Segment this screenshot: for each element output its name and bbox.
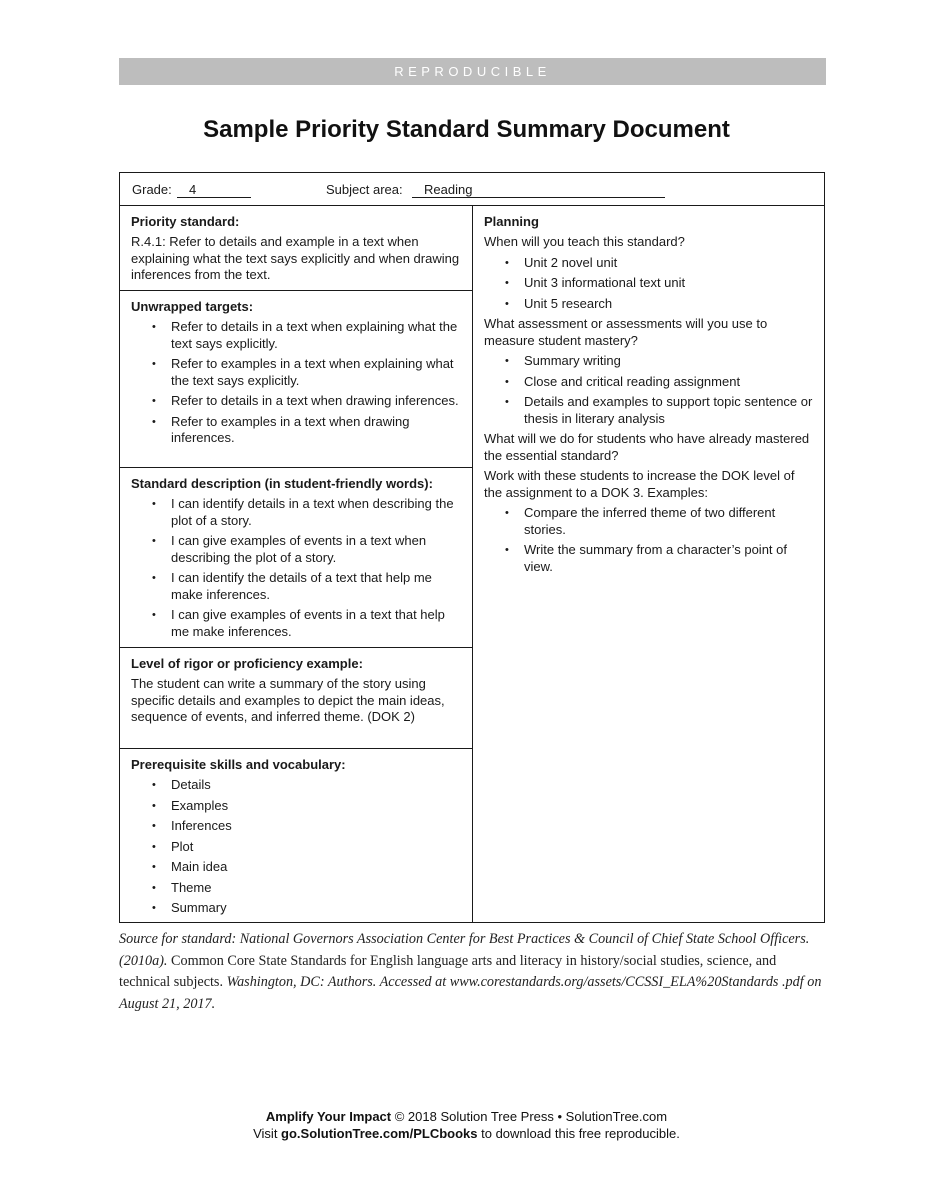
list-item: • Unit 3 informational text unit — [484, 275, 814, 292]
list-item: • I can give examples of events in a text that help me make inferences. — [131, 607, 462, 640]
rigor-heading: Level of rigor or proficiency example: — [131, 656, 363, 671]
priority-standard-section — [120, 206, 472, 291]
list-item: • Theme — [131, 880, 462, 897]
list-item: • Unit 2 novel unit — [484, 255, 814, 272]
standard-description-section — [120, 468, 472, 648]
source-citation-part3: Washington, DC: Authors. Accessed at www.corestandards.org/assets/CCSSI_ELA%20Standards .pdf on August 21, 2017. — [119, 974, 822, 1012]
footer-copyright: © 2018 Solution Tree Press • SolutionTree.com — [391, 1109, 668, 1124]
unwrapped-targets-heading: Unwrapped targets: — [131, 299, 254, 314]
list-item: • Details and examples to support topic sentence or thesis in literary analysis — [484, 394, 814, 427]
source-citation — [119, 929, 829, 1015]
planning-question-assessment: What assessment or assessments will you use to measure student mastery? — [484, 316, 768, 348]
list-item: • Inferences — [131, 818, 462, 835]
list-item: • Main idea — [131, 859, 462, 876]
planning-when-list — [484, 255, 814, 313]
planning-question-mastered: What will we do for students who have already mastered the essential standard? — [484, 431, 810, 463]
summary-table — [119, 172, 825, 923]
planning-extension-text: Work with these students to increase the DOK level of the assignment to a DOK 3. Examples: — [484, 468, 795, 500]
rigor-section — [120, 648, 472, 749]
footer-visit: Visit — [253, 1126, 282, 1141]
standard-description-list — [131, 496, 462, 640]
unwrapped-targets-section — [120, 291, 472, 468]
planning-assessment-list — [484, 353, 814, 427]
grade-label: Grade: — [132, 182, 172, 197]
reproducible-banner: REPRODUCIBLE — [119, 58, 826, 85]
list-item: • Refer to details in a text when drawing inferences. — [131, 393, 462, 410]
priority-standard-heading: Priority standard: — [131, 214, 240, 229]
rigor-text: The student can write a summary of the story using specific details and examples to depict the main ideas, sequence of events, and inferred theme. (DOK 2) — [131, 676, 445, 724]
list-item: • Summary — [131, 900, 462, 917]
planning-heading: Planning — [484, 214, 539, 229]
footer-url-link[interactable]: go.SolutionTree.com/PLCbooks — [281, 1126, 478, 1141]
list-item: • I can identify the details of a text that help me make inferences. — [131, 570, 462, 603]
list-item: • Refer to details in a text when explaining what the text says explicitly. — [131, 319, 462, 352]
planning-extension-list — [484, 505, 814, 575]
subject-label: Subject area: — [326, 182, 403, 197]
unwrapped-targets-list — [131, 319, 462, 447]
source-citation-part1: Source for standard: National Governors Association Center for Best Practices & Council of Chief State School Officers. (2010a). — [119, 931, 810, 969]
page-title: Sample Priority Standard Summary Document — [203, 116, 730, 143]
priority-standard-text: R.4.1: Refer to details and example in a text when explaining what the text says explicitly and when drawing inferences from the text. — [131, 234, 460, 282]
footer-line-2 — [0, 1125, 933, 1142]
prerequisites-list — [131, 777, 462, 917]
prerequisites-heading: Prerequisite skills and vocabulary: — [131, 757, 346, 772]
list-item: • Examples — [131, 798, 462, 815]
list-item: • Plot — [131, 839, 462, 856]
list-item: • I can identify details in a text when describing the plot of a story. — [131, 496, 462, 529]
list-item: • Unit 5 research — [484, 296, 814, 313]
left-column — [120, 206, 473, 922]
list-item: • Summary writing — [484, 353, 814, 370]
list-item: • Details — [131, 777, 462, 794]
header-row — [120, 173, 824, 206]
list-item: • Refer to examples in a text when explaining what the text says explicitly. — [131, 356, 462, 389]
list-item: • Refer to examples in a text when drawing inferences. — [131, 414, 462, 447]
footer-rest: to download this free reproducible. — [477, 1126, 680, 1141]
planning-column — [474, 206, 824, 922]
list-item: • Write the summary from a character’s point of view. — [484, 542, 814, 575]
source-citation-part2: Common Core State Standards for English language arts and literacy in history/social studies, science, and technical subjects. — [119, 952, 777, 990]
grade-value: 4 — [177, 182, 251, 198]
list-item: • Compare the inferred theme of two different stories. — [484, 505, 814, 538]
footer-line-1 — [0, 1108, 933, 1125]
footer-brand: Amplify Your Impact — [265, 1109, 392, 1124]
prerequisites-section — [120, 749, 472, 922]
page-footer — [0, 1108, 933, 1142]
standard-description-heading: Standard description (in student-friendly words): — [131, 476, 433, 491]
planning-question-when: When will you teach this standard? — [484, 234, 685, 249]
subject-value: Reading — [412, 182, 665, 198]
list-item: • I can give examples of events in a text when describing the plot of a story. — [131, 533, 462, 566]
list-item: • Close and critical reading assignment — [484, 374, 814, 391]
